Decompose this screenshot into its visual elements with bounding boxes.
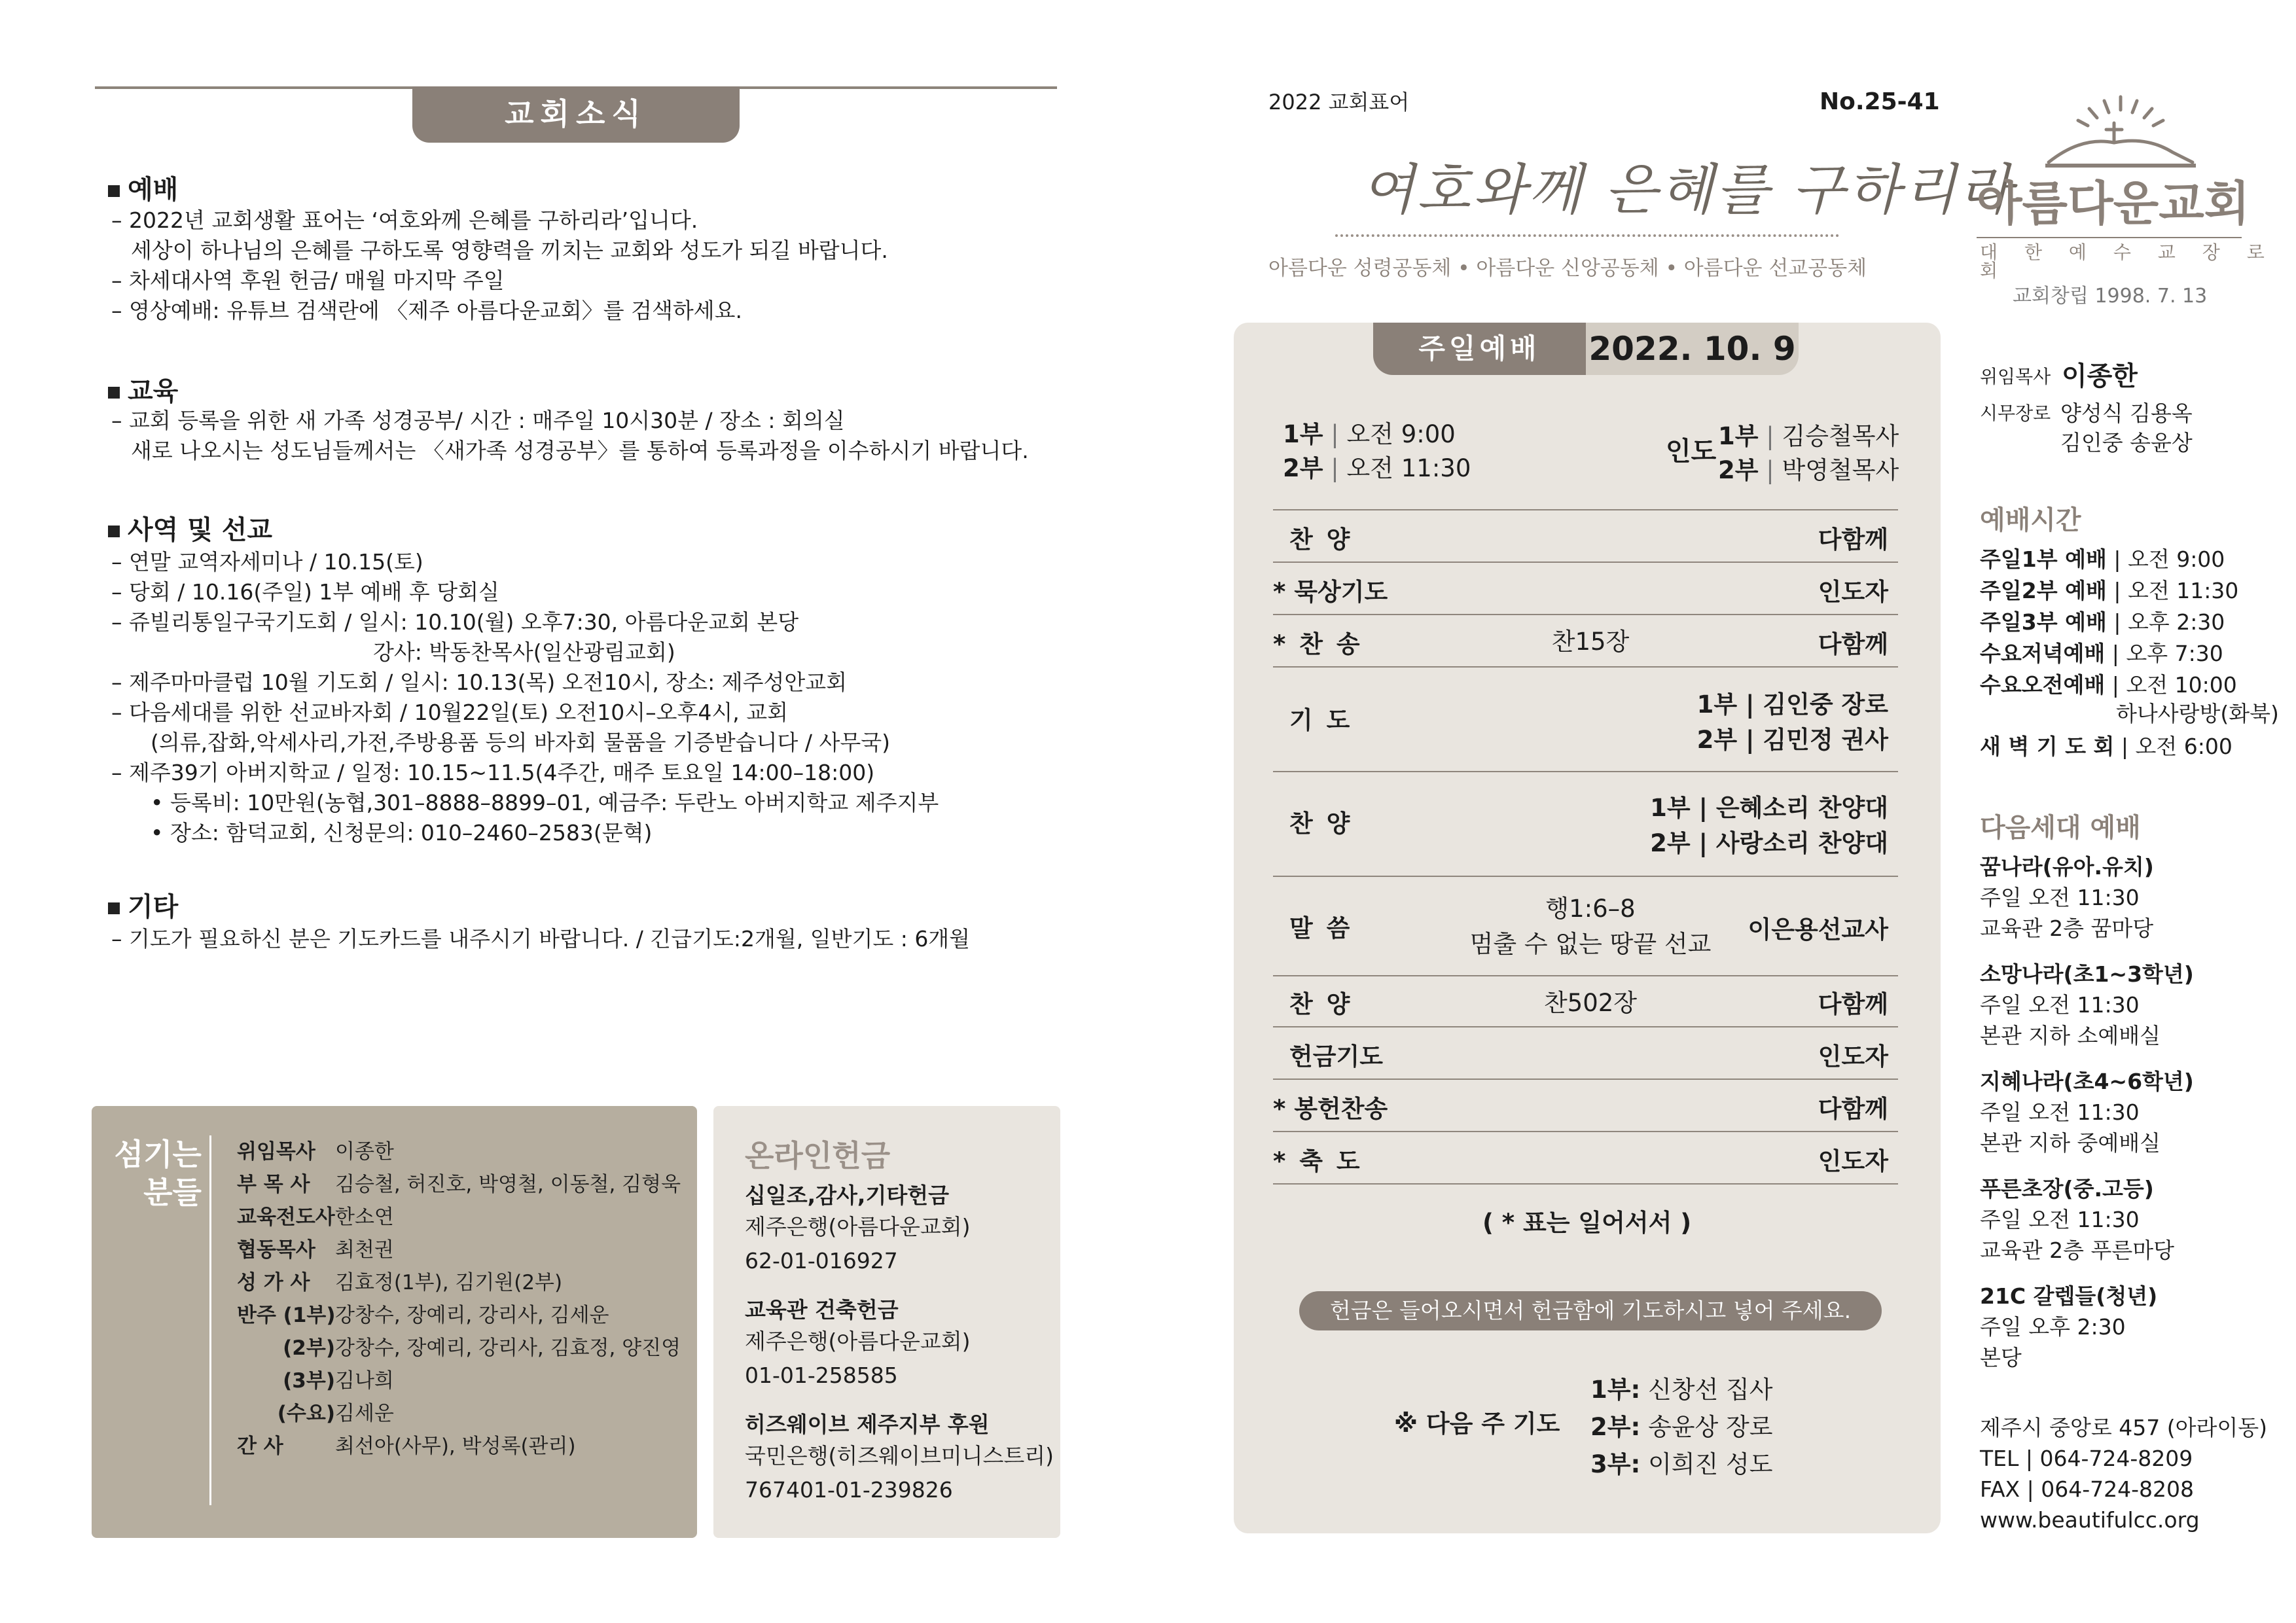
news-line: – 차세대사역 후원 헌금/ 매월 마지막 주일 [111,268,505,293]
worship-time-value: 하나사랑방(화북) [2116,701,2279,726]
bullet-square-icon [108,902,120,914]
order-item: 기 도 [1289,706,1353,734]
server-role: 부 목 사 [237,1173,310,1196]
servers-title-line: 섬기는 [114,1137,202,1172]
church-fax: FAX | 064-724-8208 [1980,1476,2195,1502]
server-names: 김세운 [335,1402,394,1425]
etc-heading [108,886,178,923]
server-names: 강창수, 장예리, 강리사, 김효정, 양진영 [335,1336,681,1360]
offering-bank: 제주은행(아름다운교회) [745,1329,971,1354]
offering-name: 히즈웨이브 제주지부 후원 [745,1412,990,1437]
worship-time-row [1980,611,2225,633]
offering-account: 767401-01-239826 [745,1477,953,1503]
next-prayer-row [1590,1452,1773,1476]
news-line: – 교회 등록을 위한 새 가족 성경공부/ 시간 : 매주일 10시30분 / 장소 : 회의실 [111,408,845,433]
news-line: – 기도가 필요하신 분은 기도카드를 내주시기 바랍니다. / 긴급기도:2개월, 일반기도 : 6개월 [111,926,971,952]
order-person: 인도자 [1818,1043,1888,1071]
news-line: – 영상예배: 유튜브 검색란에 〈제주 아름다운교회〉를 검색하세요. [111,298,742,323]
worship-time-value: | 오후 7:30 [2111,641,2223,666]
server-row [237,1436,576,1457]
server-role: 반주 (1부) [237,1304,336,1327]
server-row [237,1306,609,1326]
worship-time-row [1980,643,2223,664]
server-role: 교육전도사 [237,1205,335,1229]
worship-time-row [2116,703,2279,724]
server-names: 김승철, 허진호, 박영철, 이동철, 김형욱 [335,1173,681,1196]
server-names: 이종한 [335,1140,394,1164]
worship-time-name: 수요저녁예배 [1980,641,2106,666]
worship-time-name: 주일3부 예배 [1980,609,2107,635]
server-names: 최천권 [335,1238,394,1262]
news-line: – 제주39기 아버지학교 / 일정: 10.15~11.5(4주간, 매주 토요일 14:00–18:00) [111,760,875,785]
news-line: – 연말 교역자세미나 / 10.15(토) [111,549,423,575]
denomination: 대 한 예 수 교 장 로 회 [1980,241,2275,281]
news-line: – 당회 / 10.16(주일) 1부 예배 후 당회실 [111,579,499,605]
next-gen-group-name: 지혜나라(초4~6학년) [1980,1069,2194,1094]
next-prayer-row [1590,1415,1773,1439]
time-label: 2부 [1283,454,1323,482]
offering-bank: 국민은행(히즈웨이브미니스트리) [745,1443,1054,1469]
order-item: * 찬 송 [1273,630,1363,658]
server-role: 위임목사 [237,1140,315,1164]
servers-divider [209,1135,211,1505]
order-item: * 축 도 [1273,1147,1363,1175]
news-line: 세상이 하나님의 은혜를 구하도록 영향력을 끼치는 교회와 성도가 되길 바랍니다. [131,238,888,263]
offering-name: 교육관 건축헌금 [745,1297,899,1323]
lead-name: 김승철목사 [1782,422,1899,450]
prayer-part: 2부: [1590,1413,1641,1441]
church-tel: TEL | 064-724-8209 [1980,1446,2193,1471]
bullet-square-icon [108,387,120,399]
order-divider [1273,975,1898,976]
order-divider [1273,771,1898,772]
server-names: 강창수, 장예리, 강리사, 김세운 [335,1304,609,1327]
order-item: 찬 양 [1289,810,1353,838]
worship-time-value: | 오전 10:00 [2111,672,2237,698]
worship-time-name: 주일2부 예배 [1980,578,2107,603]
worship-time-name: 새 벽 기 도 회 [1980,734,2115,759]
motto-year: 2022 교회표어 [1268,90,1410,115]
server-row [237,1175,681,1195]
church-logo-icon [2042,90,2199,175]
order-person: 인도자 [1818,1147,1888,1175]
server-role: (3부) [283,1369,335,1393]
next-gen-group-place: 본당 [1980,1345,2022,1370]
church-name-rule [1977,237,2242,238]
order-detail: 찬15장 [1551,628,1630,656]
server-row [237,1142,394,1162]
servers-title [110,1135,202,1211]
news-line: – 2022년 교회생활 표어는 ‘여호와께 은혜를 구하리라’입니다. [111,207,698,233]
news-line: – 쥬빌리통일구국기도회 / 일시: 10.10(월) 오후7:30, 아름다운교회 본당 [111,609,799,635]
communities: 아름다운 성령공동체 • 아름다운 신앙공동체 • 아름다운 선교공동체 [1268,257,1867,280]
server-names: 최선아(사무), 박성록(관리) [335,1435,576,1458]
next-prayer-row [1590,1378,1773,1402]
worship-time-value: | 오전 11:30 [2113,578,2239,603]
offering-bank: 제주은행(아름다운교회) [745,1214,971,1240]
next-gen-group-time: 주일 오전 11:30 [1980,1099,2140,1125]
bullet-square-icon [108,185,120,197]
server-row [237,1371,394,1391]
lead-part: 2부 [1718,456,1759,484]
church-address: 제주시 중앙로 457 (아라이동) [1980,1415,2267,1440]
news-line: • 장소: 함덕교회, 신청문의: 010–2460–2583(문혁) [151,820,653,846]
server-role: (2부) [283,1336,335,1360]
ministry-heading [108,509,272,546]
order-person: 이은용선교사 [1748,916,1888,944]
elders-line: 양성식 김용옥 [2060,401,2193,426]
offering-name: 십일조,감사,기타헌금 [745,1183,949,1208]
church-website-link[interactable]: www.beautifulcc.org [1980,1507,2200,1533]
server-role: 간 사 [237,1435,283,1458]
order-person: 2부 | 사랑소리 찬양대 [1650,829,1888,857]
order-divider [1273,1026,1898,1027]
next-gen-group-name: 소망나라(초1~3학년) [1980,961,2194,987]
server-role: 협동목사 [237,1238,315,1262]
service-title: 주일예배 [1373,323,1586,375]
order-person: 다함께 [1818,990,1888,1018]
worship-time-row [1980,736,2233,757]
education-heading [108,370,178,408]
order-item: 찬 양 [1289,526,1353,554]
senior-pastor-name: 이종한 [2062,361,2138,391]
next-gen-group-name: 푸른초장(중.고등) [1980,1176,2154,1202]
worship-time-name: 수요오전예배 [1980,672,2106,698]
order-divider [1273,876,1898,877]
news-line: 새로 나오시는 성도님들께서는 〈새가족 성경공부〉를 통하여 등록과정을 이수하시기 바랍니다. [131,438,1029,463]
worship-time-row [1980,548,2225,570]
worship-times-title: 예배시간 [1980,505,2081,535]
next-gen-group-time: 주일 오후 2:30 [1980,1314,2126,1340]
server-role: (수요) [277,1402,335,1425]
elders-line: 김인중 송윤상 [2060,430,2193,455]
order-item: 찬 양 [1289,990,1353,1018]
order-item: 말 씀 [1289,914,1353,942]
service-date: 2022. 10. 9 [1586,323,1799,375]
lead-part: 1부 [1718,422,1759,450]
next-gen-title: 다음세대 예배 [1980,813,2141,843]
order-divider [1273,1131,1898,1132]
order-person: 1부 | 은혜소리 찬양대 [1650,794,1888,822]
order-person: 인도자 [1818,578,1888,606]
order-person: 1부 | 김인중 장로 [1696,690,1888,719]
worship-time-value: | 오후 2:30 [2113,609,2225,635]
worship-time-name: 주일1부 예배 [1980,546,2107,572]
church-name: 아름다운교회 [1977,176,2250,231]
order-detail: 찬502장 [1543,989,1638,1017]
next-gen-group-name: 꿈나라(유아.유치) [1980,854,2154,880]
time-value: 오전 9:00 [1346,420,1456,448]
order-divider [1273,1079,1898,1080]
servers-title-line: 분들 [143,1175,202,1210]
issue-number: No.25-41 [1820,88,1940,115]
lead-1: 1부 | 김승철목사 [1718,422,1899,450]
stand-note: ( * 표는 일어서서 ) [1482,1209,1692,1237]
news-line: – 다음세대를 위한 선교바자회 / 10월22일(토) 오전10시–오후4시, 교회 [111,700,788,725]
order-detail: 멈출 수 없는 땅끝 선교 [1469,930,1712,958]
server-row [237,1273,562,1293]
news-line: – 제주마마클럽 10월 기도회 / 일시: 10.13(목) 오전10시, 장소: 제주성안교회 [111,669,848,695]
order-person: 다함께 [1818,1095,1888,1123]
order-divider [1273,666,1898,668]
time-label: 1부 [1283,420,1323,448]
server-names: 김효정(1부), 김기원(2부) [335,1271,563,1294]
next-gen-group-name: 21C 갈렙들(청년) [1980,1283,2158,1309]
server-names: 김나희 [335,1369,394,1393]
worship-time-value: | 오전 6:00 [2121,734,2233,759]
server-row [237,1207,394,1228]
prayer-part: 1부: [1590,1376,1641,1404]
senior-pastor-label: 위임목사 [1980,366,2051,387]
order-divider [1273,509,1898,510]
order-item: 헌금기도 [1289,1043,1383,1071]
ministry-heading-text: 사역 및 선교 [128,515,273,545]
education-heading-text: 교육 [128,376,179,406]
elders-label: 시무장로 [1980,402,2051,424]
order-person: 다함께 [1818,630,1888,658]
next-gen-group-time: 주일 오전 11:30 [1980,1207,2140,1232]
worship-time-value: | 오전 9:00 [2113,546,2225,572]
bullet-square-icon [108,526,120,537]
lead-2: 2부 | 박영철목사 [1718,456,1899,484]
next-gen-group-time: 주일 오전 11:30 [1980,992,2140,1018]
order-divider [1273,614,1898,615]
online-offering-title: 온라인헌금 [745,1138,891,1173]
next-gen-group-place: 교육관 2층 꿈마당 [1980,916,2154,941]
order-divider [1273,1183,1898,1185]
server-row [237,1404,394,1424]
order-detail: 행1:6–8 [1545,895,1636,923]
order-item: * 봉헌찬송 [1273,1095,1388,1123]
order-person: 2부 | 김민정 권사 [1696,726,1888,754]
news-tab-title: 교회소식 [412,86,740,143]
lead-label: 인도 [1666,437,1717,467]
prayer-name: 신창선 집사 [1648,1376,1773,1404]
news-line: • 등록비: 10만원(농협,301–8888–8899–01, 예금주: 두란노 아버지학교 제주지부 [151,790,939,815]
next-prayer-label: ※ 다음 주 기도 [1394,1410,1560,1438]
worship-heading-text: 예배 [128,175,179,205]
founded-date: 교회창립 1998. 7. 13 [2013,285,2208,308]
news-line: 강사: 박동찬목사(일산광림교회) [373,639,675,665]
etc-heading-text: 기타 [128,892,179,922]
time-value: 오전 11:30 [1346,454,1471,482]
order-person: 다함께 [1818,526,1888,554]
motto-calligraphy: 여호와께 은혜를 구하리라 [1361,158,2015,222]
worship-time-row [1980,580,2238,601]
offering-account: 62-01-016927 [745,1248,898,1274]
server-names: 한소연 [335,1205,394,1229]
offering-note: 헌금은 들어오시면서 헌금함에 기도하시고 넣어 주세요. [1299,1291,1882,1330]
service-time-1: 1부 | 오전 9:00 [1283,420,1456,448]
server-role: 성 가 사 [237,1271,310,1294]
server-row [237,1240,394,1260]
worship-heading [108,169,178,206]
offering-account: 01-01-258585 [745,1363,898,1388]
order-item: * 묵상기도 [1273,578,1388,606]
next-gen-group-place: 교육관 2층 푸른마당 [1980,1238,2174,1263]
prayer-name: 이희진 성도 [1648,1450,1773,1478]
worship-time-row [1980,674,2237,696]
news-line: (의류,잡화,악세사리,가전,주방용품 등의 바자회 물품을 기증받습니다 / 사무국) [151,730,890,755]
motto-dotted-rule [1335,234,1839,237]
lead-name: 박영철목사 [1782,456,1899,484]
order-divider [1273,562,1898,563]
prayer-part: 3부: [1590,1450,1641,1478]
next-gen-group-place: 본관 지하 소예배실 [1980,1023,2161,1048]
service-time-2: 2부 | 오전 11:30 [1283,454,1471,482]
prayer-name: 송윤상 장로 [1648,1413,1773,1441]
next-gen-group-time: 주일 오전 11:30 [1980,885,2140,910]
server-row [237,1338,681,1359]
next-gen-group-place: 본관 지하 중예배실 [1980,1130,2161,1156]
